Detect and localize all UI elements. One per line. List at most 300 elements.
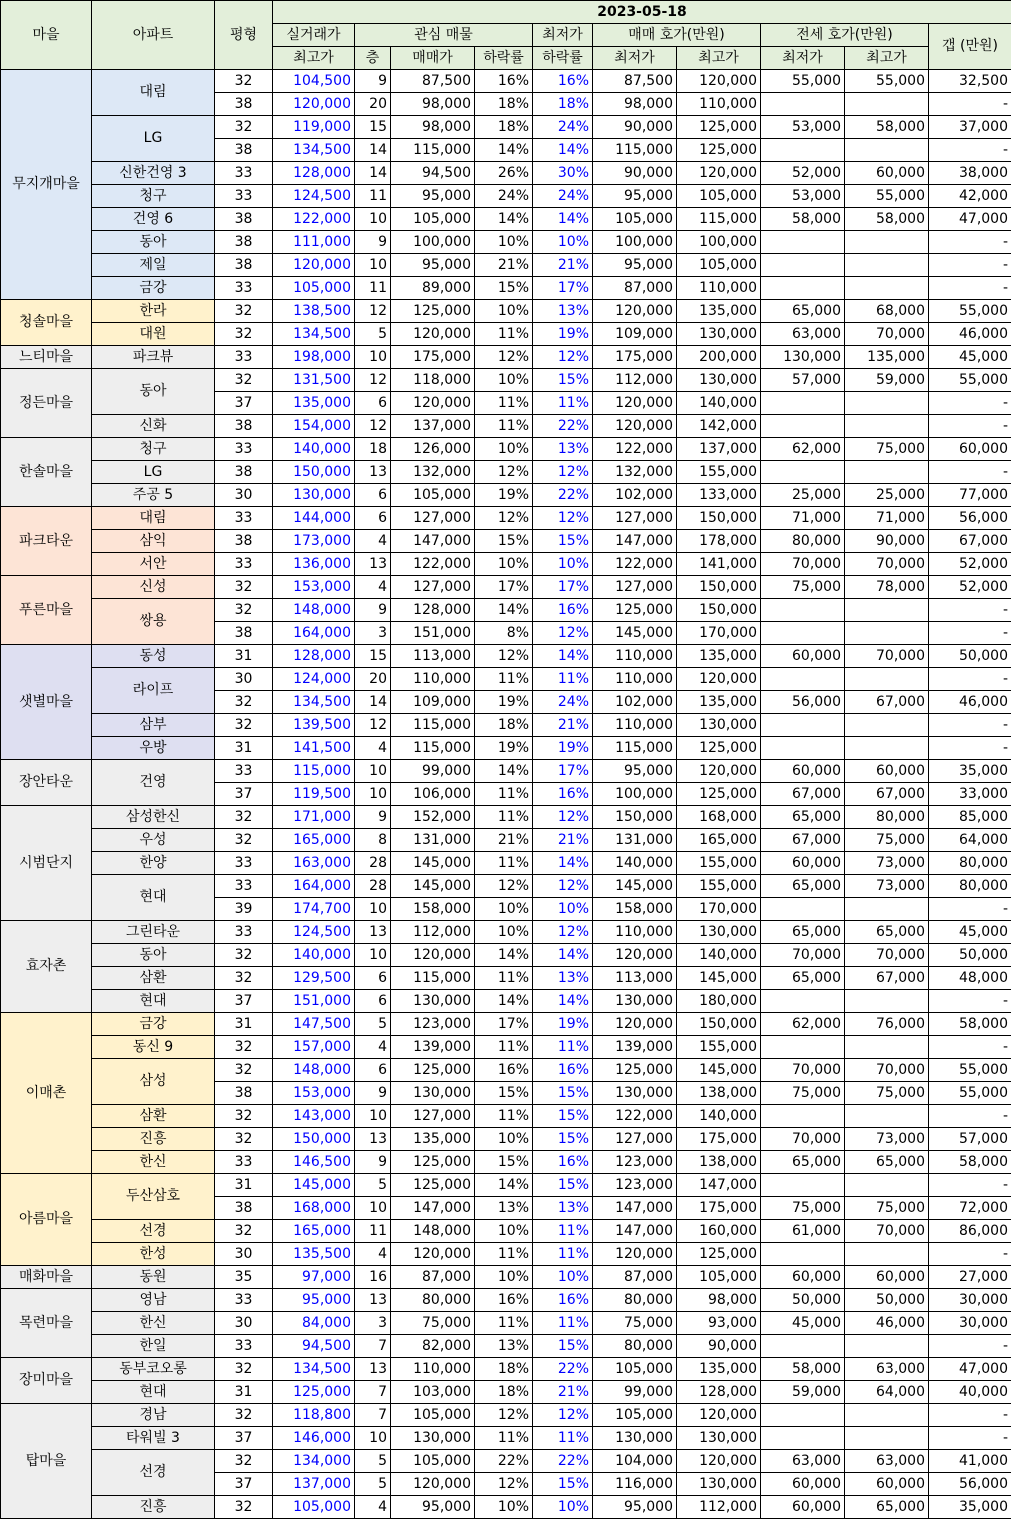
jeonse-max-cell: 75,000	[845, 1197, 929, 1220]
jeonse-min-cell: 57,000	[761, 369, 845, 392]
floor-cell: 7	[355, 1404, 391, 1427]
apt-cell: 동원	[92, 1266, 215, 1289]
lowest-drop-rate-cell: 16%	[533, 783, 593, 806]
gap-cell: 80,000	[929, 852, 1011, 875]
pyeong-cell: 32	[215, 714, 273, 737]
jeonse-min-cell	[761, 231, 845, 254]
sale-price-cell: 80,000	[391, 1289, 475, 1312]
jeonse-min-cell: 70,000	[761, 553, 845, 576]
pyeong-cell: 32	[215, 806, 273, 829]
jeonse-min-cell	[761, 622, 845, 645]
real-max-cell: 140,000	[273, 438, 355, 461]
pyeong-cell: 38	[215, 415, 273, 438]
floor-cell: 4	[355, 530, 391, 553]
real-max-cell: 124,500	[273, 185, 355, 208]
sale-min-cell: 95,000	[593, 760, 677, 783]
sale-max-cell: 110,000	[677, 277, 761, 300]
sale-max-cell: 100,000	[677, 231, 761, 254]
floor-cell: 15	[355, 645, 391, 668]
apt-cell: 금강	[92, 277, 215, 300]
real-max-cell: 146,500	[273, 1151, 355, 1174]
sale-min-cell: 102,000	[593, 691, 677, 714]
jeonse-min-cell: 70,000	[761, 1059, 845, 1082]
jeonse-max-cell	[845, 415, 929, 438]
sale-max-cell: 105,000	[677, 185, 761, 208]
pyeong-cell: 33	[215, 438, 273, 461]
table-row	[1, 1174, 1011, 1197]
sale-min-cell: 113,000	[593, 967, 677, 990]
sale-max-cell: 145,000	[677, 967, 761, 990]
sale-min-cell: 140,000	[593, 852, 677, 875]
drop-rate-cell: 12%	[475, 461, 533, 484]
floor-cell: 8	[355, 829, 391, 852]
sale-min-cell: 116,000	[593, 1473, 677, 1496]
sale-price-cell: 122,000	[391, 553, 475, 576]
floor-cell: 12	[355, 714, 391, 737]
jeonse-min-cell: 75,000	[761, 1082, 845, 1105]
sale-price-cell: 89,000	[391, 277, 475, 300]
real-max-cell: 120,000	[273, 254, 355, 277]
floor-cell: 10	[355, 944, 391, 967]
sale-price-cell: 127,000	[391, 576, 475, 599]
apt-cell: 신한건영 3	[92, 162, 215, 185]
lowest-drop-rate-cell: 17%	[533, 760, 593, 783]
gap-cell: 30,000	[929, 1312, 1011, 1335]
apt-cell: 청구	[92, 185, 215, 208]
apt-cell: 신성	[92, 576, 215, 599]
real-max-cell: 134,500	[273, 1358, 355, 1381]
jeonse-min-cell: 53,000	[761, 116, 845, 139]
jeonse-min-cell	[761, 1105, 845, 1128]
lowest-drop-rate-cell: 15%	[533, 1082, 593, 1105]
pyeong-cell: 33	[215, 852, 273, 875]
lowest-drop-rate-cell: 21%	[533, 829, 593, 852]
table-row	[1, 829, 1011, 852]
sale-max-cell: 98,000	[677, 1289, 761, 1312]
gap-cell: 45,000	[929, 346, 1011, 369]
apt-cell: 건영 6	[92, 208, 215, 231]
sale-price-cell: 132,000	[391, 461, 475, 484]
sale-max-cell: 135,000	[677, 300, 761, 323]
floor-cell: 13	[355, 461, 391, 484]
floor-cell: 6	[355, 507, 391, 530]
pyeong-cell: 38	[215, 93, 273, 116]
sale-min-cell: 145,000	[593, 875, 677, 898]
apt-cell: 한신	[92, 1151, 215, 1174]
floor-cell: 13	[355, 553, 391, 576]
sale-max-cell: 150,000	[677, 599, 761, 622]
lowest-drop-rate-cell: 30%	[533, 162, 593, 185]
floor-cell: 9	[355, 1082, 391, 1105]
real-max-cell: 128,000	[273, 162, 355, 185]
pyeong-cell: 38	[215, 254, 273, 277]
sale-max-cell: 200,000	[677, 346, 761, 369]
lowest-drop-rate-cell: 10%	[533, 1266, 593, 1289]
sale-min-cell: 150,000	[593, 806, 677, 829]
village-cell: 한솔마을	[1, 438, 92, 507]
drop-rate-cell: 14%	[475, 208, 533, 231]
gap-cell: 33,000	[929, 783, 1011, 806]
real-max-cell: 146,000	[273, 1427, 355, 1450]
table-row	[1, 461, 1011, 484]
sale-price-cell: 145,000	[391, 875, 475, 898]
jeonse-min-cell	[761, 415, 845, 438]
drop-rate-cell: 21%	[475, 254, 533, 277]
sale-max-cell: 125,000	[677, 139, 761, 162]
sale-min-cell: 87,000	[593, 1266, 677, 1289]
table-row	[1, 484, 1011, 507]
real-max-cell: 129,500	[273, 967, 355, 990]
real-max-cell: 131,500	[273, 369, 355, 392]
jeonse-min-cell	[761, 1243, 845, 1266]
gap-cell: 27,000	[929, 1266, 1011, 1289]
table-row	[1, 1036, 1011, 1059]
pyeong-cell: 33	[215, 553, 273, 576]
gap-cell: 48,000	[929, 967, 1011, 990]
lowest-drop-rate-cell: 15%	[533, 1105, 593, 1128]
sale-max-cell: 120,000	[677, 1450, 761, 1473]
real-max-cell: 153,000	[273, 576, 355, 599]
sale-min-cell: 75,000	[593, 1312, 677, 1335]
jeonse-max-cell	[845, 1105, 929, 1128]
drop-rate-cell: 21%	[475, 829, 533, 852]
apt-cell: 현대	[92, 990, 215, 1013]
jeonse-max-cell: 50,000	[845, 1289, 929, 1312]
apt-cell: 서안	[92, 553, 215, 576]
jeonse-min-cell: 25,000	[761, 484, 845, 507]
jeonse-min-cell: 59,000	[761, 1381, 845, 1404]
pyeong-cell: 38	[215, 622, 273, 645]
sale-price-cell: 110,000	[391, 668, 475, 691]
floor-cell: 10	[355, 760, 391, 783]
jeonse-min-cell: 65,000	[761, 300, 845, 323]
jeonse-max-cell	[845, 1335, 929, 1358]
header-apt: 아파트	[92, 1, 215, 70]
lowest-drop-rate-cell: 15%	[533, 1335, 593, 1358]
real-max-cell: 124,500	[273, 921, 355, 944]
sale-min-cell: 87,000	[593, 277, 677, 300]
sale-min-cell: 122,000	[593, 1105, 677, 1128]
floor-cell: 28	[355, 852, 391, 875]
drop-rate-cell: 11%	[475, 415, 533, 438]
real-max-cell: 154,000	[273, 415, 355, 438]
floor-cell: 6	[355, 484, 391, 507]
sale-min-cell: 95,000	[593, 185, 677, 208]
sale-max-cell: 125,000	[677, 783, 761, 806]
jeonse-min-cell: 60,000	[761, 852, 845, 875]
header-sale: 매매 호가(만원)	[593, 24, 761, 47]
floor-cell: 9	[355, 806, 391, 829]
jeonse-min-cell: 71,000	[761, 507, 845, 530]
pyeong-cell: 33	[215, 921, 273, 944]
real-max-cell: 164,000	[273, 875, 355, 898]
gap-cell: 46,000	[929, 691, 1011, 714]
lowest-drop-rate-cell: 22%	[533, 484, 593, 507]
table-row	[1, 967, 1011, 990]
sale-min-cell: 102,000	[593, 484, 677, 507]
sale-max-cell: 120,000	[677, 760, 761, 783]
floor-cell: 3	[355, 622, 391, 645]
jeonse-min-cell: 70,000	[761, 1128, 845, 1151]
jeonse-max-cell: 59,000	[845, 369, 929, 392]
floor-cell: 12	[355, 300, 391, 323]
sale-price-cell: 120,000	[391, 944, 475, 967]
floor-cell: 11	[355, 1220, 391, 1243]
gap-cell: 38,000	[929, 162, 1011, 185]
sale-price-cell: 75,000	[391, 1312, 475, 1335]
jeonse-min-cell: 60,000	[761, 645, 845, 668]
floor-cell: 9	[355, 231, 391, 254]
gap-cell: -	[929, 254, 1011, 277]
floor-cell: 9	[355, 599, 391, 622]
real-max-cell: 134,500	[273, 323, 355, 346]
floor-cell: 10	[355, 783, 391, 806]
jeonse-min-cell: 53,000	[761, 185, 845, 208]
jeonse-max-cell	[845, 668, 929, 691]
sale-max-cell: 130,000	[677, 921, 761, 944]
pyeong-cell: 30	[215, 668, 273, 691]
sale-max-cell: 160,000	[677, 1220, 761, 1243]
pyeong-cell: 33	[215, 1335, 273, 1358]
village-cell: 탑마을	[1, 1404, 92, 1519]
drop-rate-cell: 12%	[475, 1404, 533, 1427]
drop-rate-cell: 12%	[475, 507, 533, 530]
apt-cell: 동부코오롱	[92, 1358, 215, 1381]
gap-cell: 56,000	[929, 1473, 1011, 1496]
drop-rate-cell: 14%	[475, 760, 533, 783]
drop-rate-cell: 17%	[475, 1013, 533, 1036]
pyeong-cell: 32	[215, 1105, 273, 1128]
jeonse-min-cell: 63,000	[761, 1450, 845, 1473]
real-max-cell: 125,000	[273, 1381, 355, 1404]
header-gap: 갭 (만원)	[929, 24, 1011, 70]
sale-price-cell: 120,000	[391, 1473, 475, 1496]
lowest-drop-rate-cell: 13%	[533, 300, 593, 323]
table-row	[1, 990, 1011, 1013]
floor-cell: 13	[355, 1289, 391, 1312]
apt-cell: 파크뷰	[92, 346, 215, 369]
sale-max-cell: 120,000	[677, 668, 761, 691]
lowest-drop-rate-cell: 11%	[533, 1243, 593, 1266]
floor-cell: 10	[355, 346, 391, 369]
jeonse-min-cell: 58,000	[761, 1358, 845, 1381]
jeonse-min-cell: 75,000	[761, 576, 845, 599]
header-lowest-top: 최저가	[533, 24, 593, 47]
table-row	[1, 852, 1011, 875]
sale-price-cell: 127,000	[391, 507, 475, 530]
gap-cell: 67,000	[929, 530, 1011, 553]
gap-cell: 52,000	[929, 553, 1011, 576]
jeonse-max-cell	[845, 254, 929, 277]
sale-max-cell: 135,000	[677, 691, 761, 714]
apt-cell: 동아	[92, 944, 215, 967]
lowest-drop-rate-cell: 14%	[533, 139, 593, 162]
pyeong-cell: 33	[215, 507, 273, 530]
table-row	[1, 1220, 1011, 1243]
jeonse-min-cell: 61,000	[761, 1220, 845, 1243]
lowest-drop-rate-cell: 10%	[533, 1496, 593, 1519]
drop-rate-cell: 11%	[475, 967, 533, 990]
jeonse-min-cell	[761, 1404, 845, 1427]
village-cell: 시범단지	[1, 806, 92, 921]
table-row	[1, 1427, 1011, 1450]
jeonse-min-cell: 65,000	[761, 875, 845, 898]
jeonse-min-cell: 62,000	[761, 1013, 845, 1036]
table-row	[1, 806, 1011, 829]
apt-cell: 삼환	[92, 1105, 215, 1128]
sale-min-cell: 131,000	[593, 829, 677, 852]
gap-cell: -	[929, 392, 1011, 415]
jeonse-max-cell: 64,000	[845, 1381, 929, 1404]
drop-rate-cell: 11%	[475, 783, 533, 806]
sale-price-cell: 95,000	[391, 1496, 475, 1519]
gap-cell: 57,000	[929, 1128, 1011, 1151]
lowest-drop-rate-cell: 24%	[533, 691, 593, 714]
gap-cell: -	[929, 415, 1011, 438]
real-max-cell: 104,500	[273, 70, 355, 93]
jeonse-max-cell	[845, 461, 929, 484]
jeonse-min-cell: 60,000	[761, 1266, 845, 1289]
sale-max-cell: 130,000	[677, 323, 761, 346]
lowest-drop-rate-cell: 24%	[533, 116, 593, 139]
sale-price-cell: 105,000	[391, 208, 475, 231]
header-date: 2023-05-18	[273, 1, 1011, 24]
jeonse-max-cell	[845, 277, 929, 300]
gap-cell: -	[929, 461, 1011, 484]
real-max-cell: 148,000	[273, 1059, 355, 1082]
pyeong-cell: 32	[215, 599, 273, 622]
lowest-drop-rate-cell: 17%	[533, 576, 593, 599]
apt-cell: 우방	[92, 737, 215, 760]
lowest-drop-rate-cell: 13%	[533, 967, 593, 990]
pyeong-cell: 30	[215, 1243, 273, 1266]
sale-min-cell: 120,000	[593, 944, 677, 967]
lowest-drop-rate-cell: 10%	[533, 231, 593, 254]
gap-cell: 55,000	[929, 1082, 1011, 1105]
drop-rate-cell: 16%	[475, 70, 533, 93]
floor-cell: 10	[355, 898, 391, 921]
sale-min-cell: 95,000	[593, 254, 677, 277]
pyeong-cell: 37	[215, 1473, 273, 1496]
table-row	[1, 530, 1011, 553]
sale-price-cell: 147,000	[391, 530, 475, 553]
apt-cell: 한라	[92, 300, 215, 323]
jeonse-min-cell: 65,000	[761, 806, 845, 829]
drop-rate-cell: 11%	[475, 852, 533, 875]
jeonse-max-cell	[845, 1427, 929, 1450]
drop-rate-cell: 15%	[475, 1082, 533, 1105]
gap-cell: -	[929, 898, 1011, 921]
sale-max-cell: 140,000	[677, 944, 761, 967]
jeonse-max-cell: 76,000	[845, 1013, 929, 1036]
jeonse-max-cell	[845, 737, 929, 760]
sale-min-cell: 100,000	[593, 231, 677, 254]
gap-cell: 64,000	[929, 829, 1011, 852]
apt-cell: 청구	[92, 438, 215, 461]
apt-cell: 삼익	[92, 530, 215, 553]
apt-cell: 주공 5	[92, 484, 215, 507]
drop-rate-cell: 18%	[475, 116, 533, 139]
jeonse-min-cell: 56,000	[761, 691, 845, 714]
sale-min-cell: 110,000	[593, 645, 677, 668]
pyeong-cell: 31	[215, 1174, 273, 1197]
lowest-drop-rate-cell: 16%	[533, 1289, 593, 1312]
sale-price-cell: 151,000	[391, 622, 475, 645]
sale-price-cell: 125,000	[391, 1174, 475, 1197]
sale-price-cell: 106,000	[391, 783, 475, 806]
sale-max-cell: 90,000	[677, 1335, 761, 1358]
apt-cell: 우성	[92, 829, 215, 852]
sale-price-cell: 135,000	[391, 1128, 475, 1151]
gap-cell: 50,000	[929, 944, 1011, 967]
jeonse-min-cell	[761, 1174, 845, 1197]
sale-min-cell: 80,000	[593, 1289, 677, 1312]
table-row	[1, 1059, 1011, 1082]
apt-cell: 대림	[92, 507, 215, 530]
floor-cell: 4	[355, 1036, 391, 1059]
floor-cell: 6	[355, 392, 391, 415]
real-max-cell: 105,000	[273, 277, 355, 300]
apt-cell: 금강	[92, 1013, 215, 1036]
sale-max-cell: 155,000	[677, 875, 761, 898]
gap-cell: 58,000	[929, 1013, 1011, 1036]
drop-rate-cell: 10%	[475, 231, 533, 254]
gap-cell: 35,000	[929, 760, 1011, 783]
sale-price-cell: 94,500	[391, 162, 475, 185]
header-drop: 하락률	[475, 47, 533, 70]
real-max-cell: 105,000	[273, 1496, 355, 1519]
pyeong-cell: 38	[215, 231, 273, 254]
village-cell: 무지개마을	[1, 70, 92, 300]
jeonse-max-cell: 71,000	[845, 507, 929, 530]
sale-max-cell: 175,000	[677, 1197, 761, 1220]
sale-min-cell: 105,000	[593, 1358, 677, 1381]
gap-cell: -	[929, 990, 1011, 1013]
real-max-cell: 137,000	[273, 1473, 355, 1496]
lowest-drop-rate-cell: 12%	[533, 507, 593, 530]
pyeong-cell: 37	[215, 990, 273, 1013]
drop-rate-cell: 10%	[475, 921, 533, 944]
gap-cell: 72,000	[929, 1197, 1011, 1220]
lowest-drop-rate-cell: 15%	[533, 530, 593, 553]
apt-cell: 동아	[92, 231, 215, 254]
table-row	[1, 714, 1011, 737]
table-row	[1, 254, 1011, 277]
pyeong-cell: 33	[215, 1289, 273, 1312]
real-max-cell: 128,000	[273, 645, 355, 668]
sale-min-cell: 105,000	[593, 208, 677, 231]
sale-price-cell: 131,000	[391, 829, 475, 852]
sale-min-cell: 147,000	[593, 1197, 677, 1220]
apt-cell: 경남	[92, 1404, 215, 1427]
lowest-drop-rate-cell: 14%	[533, 852, 593, 875]
real-max-cell: 171,000	[273, 806, 355, 829]
village-cell: 푸른마을	[1, 576, 92, 645]
lowest-drop-rate-cell: 17%	[533, 277, 593, 300]
gap-cell: -	[929, 599, 1011, 622]
real-max-cell: 134,500	[273, 139, 355, 162]
drop-rate-cell: 18%	[475, 714, 533, 737]
pyeong-cell: 32	[215, 944, 273, 967]
pyeong-cell: 32	[215, 1059, 273, 1082]
floor-cell: 12	[355, 415, 391, 438]
floor-cell: 20	[355, 668, 391, 691]
pyeong-cell: 37	[215, 1427, 273, 1450]
sale-min-cell: 158,000	[593, 898, 677, 921]
pyeong-cell: 32	[215, 116, 273, 139]
real-max-cell: 164,000	[273, 622, 355, 645]
floor-cell: 6	[355, 967, 391, 990]
